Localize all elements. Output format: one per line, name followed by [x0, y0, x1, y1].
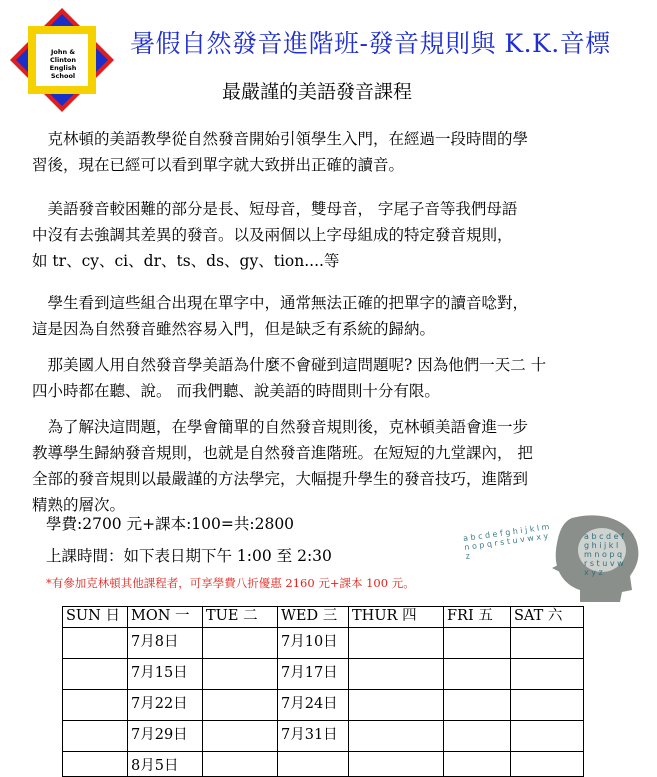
table-cell: 7月24日: [278, 690, 349, 721]
table-cell: [444, 628, 511, 659]
table-row: [63, 690, 584, 721]
discount-note: *有參加克林頓其他課程者，可享學費八折優惠 2160 元+課本 100 元。: [46, 576, 415, 590]
paragraph-1: 克林頓的美語教學從自然發音開始引領學生入門，在經過一段時間的學 習後，現在已經可以看到單字就大致拼出正確的讀音。: [32, 130, 529, 174]
table-cell: 7月8日: [128, 628, 203, 659]
table-cell: [349, 721, 444, 752]
paragraph-4: 那美國人用自然發音學美語為什麼不會碰到這問題呢? 因為他們一天二 十 四小時都在聽、說。 而我們聽、說美語的時間則十分有限。: [32, 356, 547, 400]
table-cell: [444, 659, 511, 690]
tuition-fee: 學費:2700 元+課本:100=共:2800: [46, 515, 295, 533]
table-cell: [63, 628, 128, 659]
header-sat: SAT 六: [511, 607, 584, 628]
page-title: 暑假自然發音進階班-發音規則與 K.K.音標: [130, 29, 611, 58]
schedule-header-row: [63, 607, 584, 628]
header-mon: MON 一: [128, 607, 203, 628]
page-subtitle: 最嚴謹的美語發音課程: [222, 81, 413, 103]
table-cell: [63, 752, 128, 777]
table-cell: 8月5日: [128, 752, 203, 777]
table-cell: [349, 659, 444, 690]
paragraph-2: 美語發音較困難的部分是長、短母音，雙母音， 字尾子音等我們母語 中沒有去強調其差異的發音。以及兩個以上字母組成的特定發音規則， 如 tr、cy、ci、dr、ts、ds、gy、tion....等: [32, 200, 518, 270]
school-logo: [8, 6, 116, 114]
table-cell: [349, 628, 444, 659]
table-cell: [63, 721, 128, 752]
class-time: 上課時間：如下表日期下午 1:00 至 2:30: [46, 547, 332, 565]
table-cell: [511, 628, 584, 659]
table-cell: 7月15日: [128, 659, 203, 690]
header-wed: WED 三: [278, 607, 349, 628]
table-cell: [203, 721, 278, 752]
table-cell: [203, 659, 278, 690]
table-cell: [511, 721, 584, 752]
paragraph-3: 學生看到這些組合出現在單字中，通常無法正確的把單字的讀音唸對， 這是因為自然發音雖然容易入門，但是缺乏有系統的歸納。: [32, 294, 529, 338]
head-inner-letters: a b c d e f g h i j k l m n o p q r s t u v w x y z: [584, 532, 624, 577]
logo-text: John & Clinton English School: [49, 48, 77, 80]
table-cell: [349, 752, 444, 777]
header-thur: THUR 四: [349, 607, 444, 628]
table-cell: [444, 721, 511, 752]
head-letters-illustration: [462, 510, 642, 605]
table-cell: [203, 628, 278, 659]
table-cell: 7月22日: [128, 690, 203, 721]
header-tue: TUE 二: [203, 607, 278, 628]
head-letters-text: a b c d e f g h i j k l m n o p q r s t u v w x y z: [462, 522, 550, 561]
schedule-table: [62, 606, 584, 777]
table-cell: [444, 752, 511, 777]
table-cell: [349, 690, 444, 721]
table-row: [63, 752, 584, 777]
table-row: [63, 659, 584, 690]
table-row: [63, 721, 584, 752]
table-cell: [444, 690, 511, 721]
table-cell: [511, 659, 584, 690]
table-cell: [203, 690, 278, 721]
table-cell: [511, 690, 584, 721]
header-fri: FRI 五: [444, 607, 511, 628]
table-cell: 7月29日: [128, 721, 203, 752]
table-cell: 7月31日: [278, 721, 349, 752]
header-sun: SUN 日: [63, 607, 128, 628]
table-cell: [511, 752, 584, 777]
table-cell: [63, 659, 128, 690]
table-cell: 7月10日: [278, 628, 349, 659]
table-cell: [203, 752, 278, 777]
paragraph-5: 為了解決這問題，在學會簡單的自然發音規則後，克林頓美語會進一步 教導學生歸納發音規則，也就是自然發音進階班。在短短的九堂課內， 把 全部的發音規則以最嚴謹的方法學完，大幅提升學生的發音技巧，進階到 精熟的層次。: [32, 418, 533, 514]
table-cell: [278, 752, 349, 777]
table-row: [63, 628, 584, 659]
table-cell: [63, 690, 128, 721]
table-cell: 7月17日: [278, 659, 349, 690]
